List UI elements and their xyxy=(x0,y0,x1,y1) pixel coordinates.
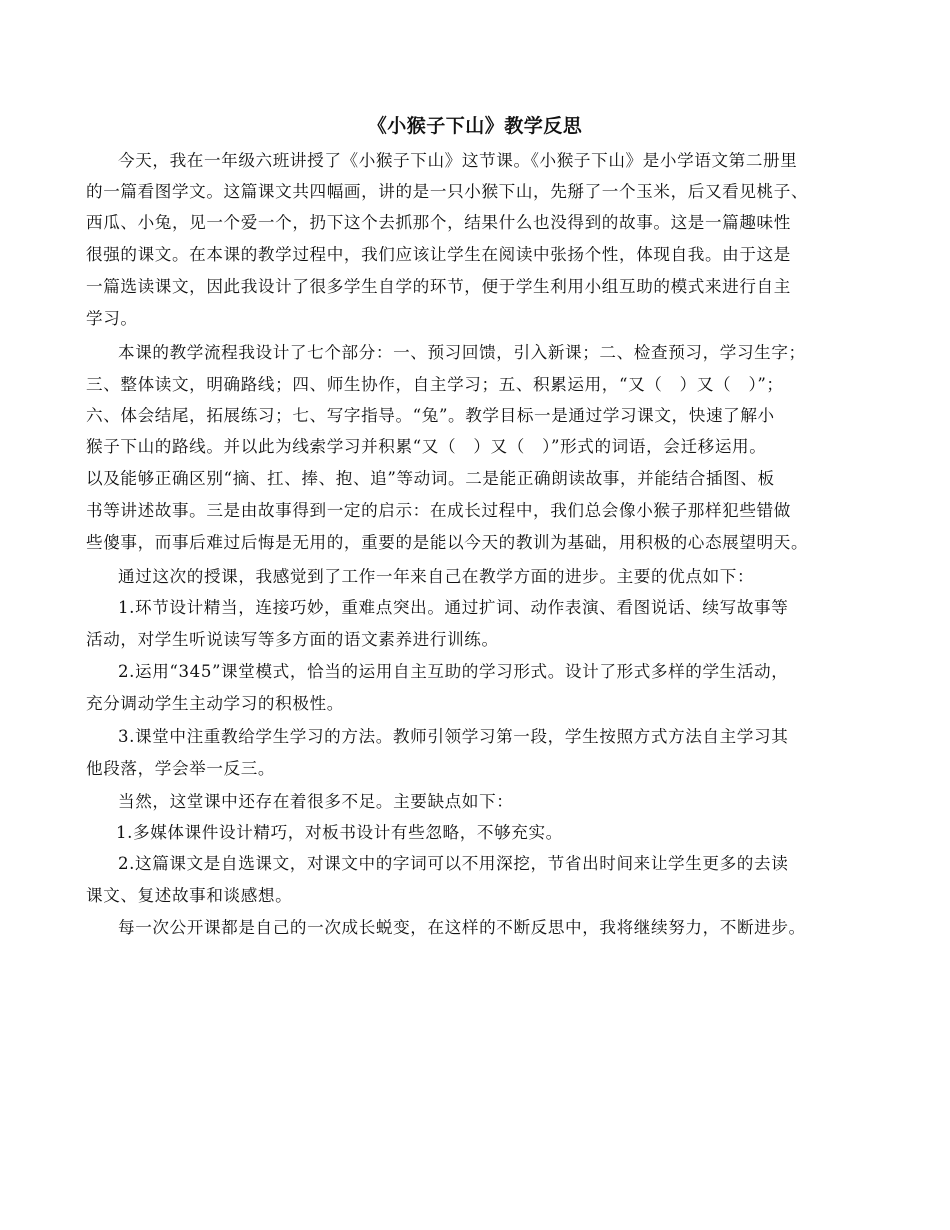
body-line: 活动，对学生听说读写等多方面的语文素养进行训练。 xyxy=(86,630,499,649)
body-line: 本课的教学流程我设计了七个部分：一、预习回馈，引入新课；二、检查预习，学习生字； xyxy=(118,343,806,362)
body-line: 书等讲述故事。三是由故事得到一定的启示：在成长过程中，我们总会像小猴子那样犯些错做 xyxy=(86,501,791,520)
body-line: 的一篇看图学文。这篇课文共四幅画，讲的是一只小猴下山，先掰了一个玉米，后又看见桃子、 xyxy=(86,182,809,201)
body-line: 六、体会结尾，拓展练习；七、写字指导。“兔”。教学目标一是通过学习课文，快速了解小 xyxy=(86,406,775,425)
body-line: 西瓜、小兔，见一个爱一个，扔下这个去抓那个，结果什么也没得到的故事。这是一篇趣味性 xyxy=(86,213,791,232)
body-line: 2.运用“345”课堂模式，恰当的运用自主互助的学习形式。设计了形式多样的学生活动， xyxy=(118,662,789,681)
body-line: 些傻事，而事后难过后悔是无用的，重要的是能以今天的教训为基础，用积极的心态展望明天。 xyxy=(86,533,809,552)
body-line: 3.课堂中注重教给学生学习的方法。教师引领学习第一段，学生按照方式方法自主学习其 xyxy=(118,727,789,746)
body-line: 他段落，学会举一反三。 xyxy=(86,759,276,778)
body-line: 通过这次的授课，我感觉到了工作一年来自己在教学方面的进步。主要的优点如下： xyxy=(118,567,755,586)
body-line: 三、整体读文，明确路线；四、师生协作，自主学习；五、积累运用，“又（ ）又（ ）”； xyxy=(86,375,784,394)
body-line: 当然，这堂课中还存在着很多不足。主要缺点如下： xyxy=(118,792,514,811)
body-line: 课文、复述故事和谈感想。 xyxy=(86,886,293,905)
body-line: 今天，我在一年级六班讲授了《小猴子下山》这节课。《小猴子下山》是小学语文第二册里 xyxy=(118,151,798,170)
body-line: 1.环节设计精当，连接巧妙，重难点突出。通过扩词、动作表演、看图说话、续写故事等 xyxy=(118,598,789,617)
body-line: 以及能够正确区别“摘、扛、捧、抱、追”等动词。二是能正确朗读故事，并能结合插图、板 xyxy=(86,469,775,488)
body-line: 1.多媒体课件设计精巧，对板书设计有些忽略，不够充实。 xyxy=(116,823,563,842)
document-title: 《小猴子下山》教学反思 xyxy=(367,115,583,137)
body-line: 猴子下山的路线。并以此为线索学习并积累“又（ ）又（ ）”形式的词语，会迁移运用。 xyxy=(86,437,767,456)
body-line: 每一次公开课都是自己的一次成长蜕变，在这样的不断反思中，我将继续努力，不断进步。 xyxy=(118,918,806,937)
body-line: 2.这篇课文是自选课文，对课文中的字词可以不用深挖，节省出时间来让学生更多的去读 xyxy=(118,854,789,873)
body-line: 很强的课文。在本课的教学过程中，我们应该让学生在阅读中张扬个性，体现自我。由于这是 xyxy=(86,245,791,264)
body-line: 学习。 xyxy=(86,309,138,328)
body-line: 充分调动学生主动学习的积极性。 xyxy=(86,694,344,713)
body-line: 一篇选读课文，因此我设计了很多学生自学的环节，便于学生利用小组互助的模式来进行自主 xyxy=(86,277,791,296)
